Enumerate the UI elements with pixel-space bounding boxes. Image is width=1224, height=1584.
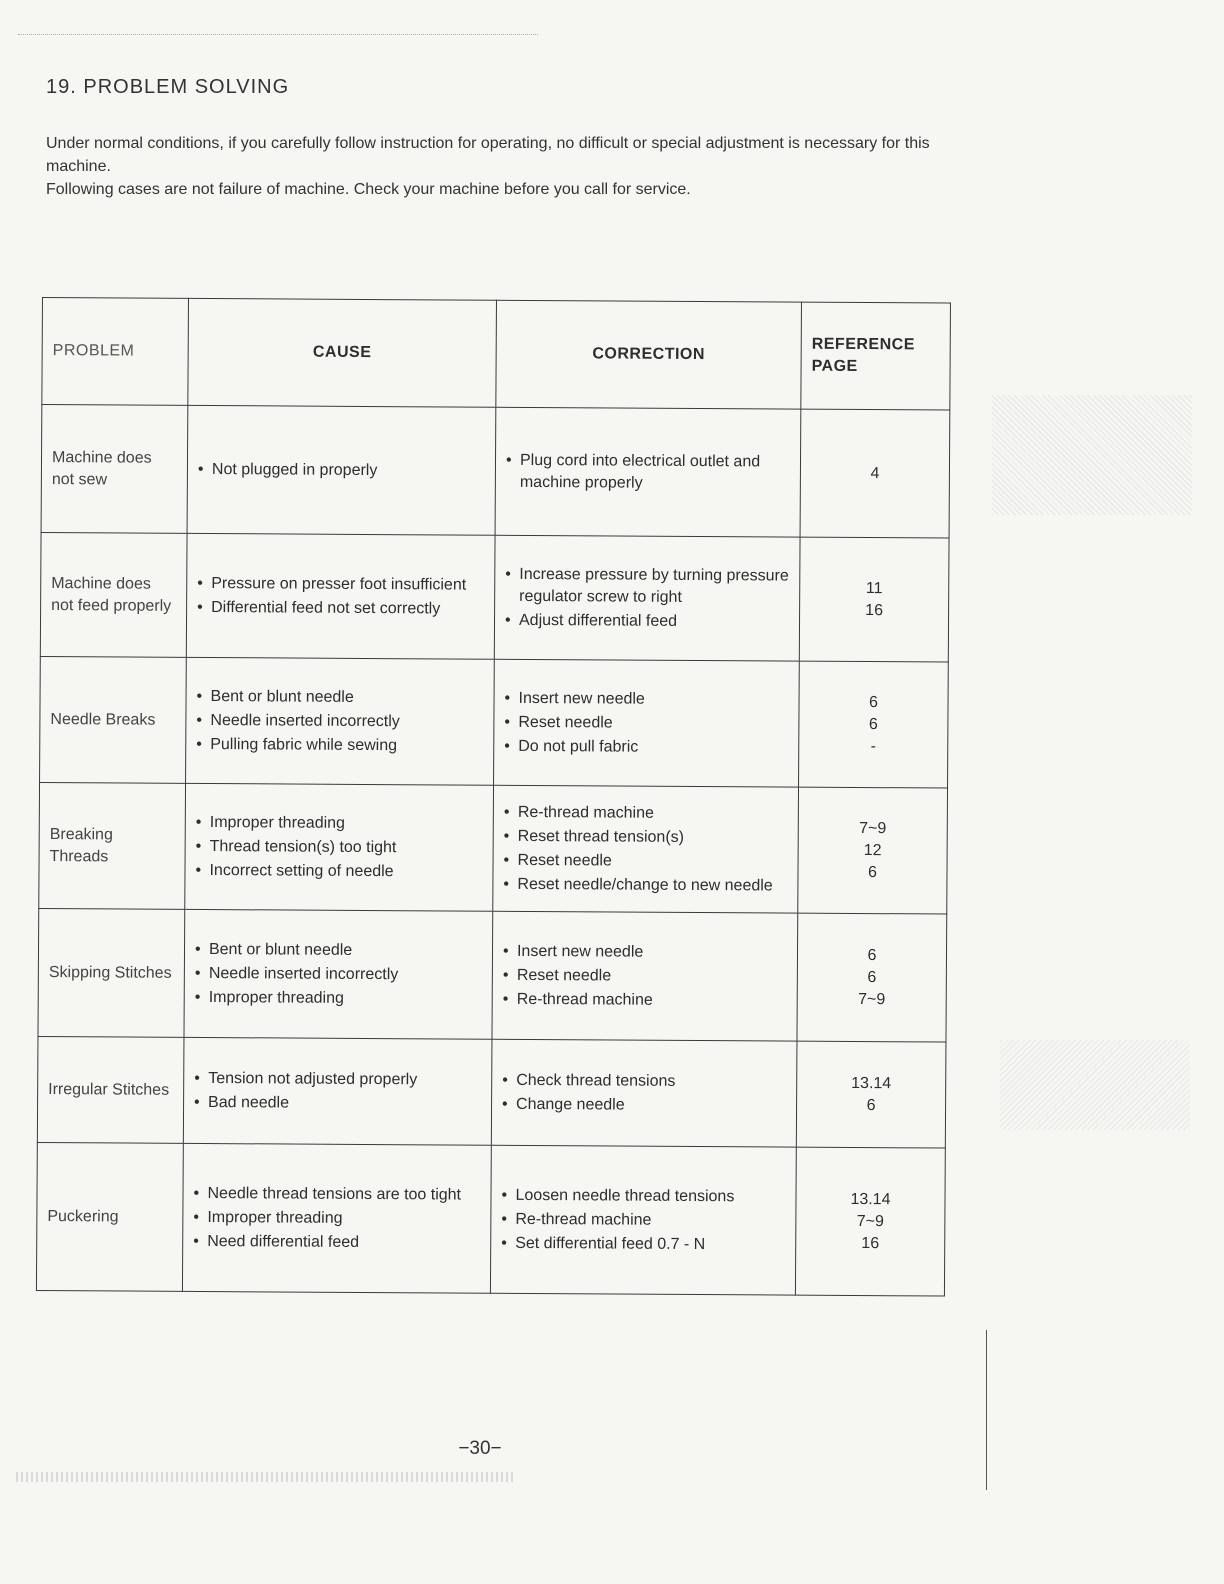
correction-item: • Insert new needle (503, 940, 787, 964)
cause-item: • Not plugged in properly (198, 458, 485, 482)
scan-noise-bottom (16, 1472, 516, 1482)
reference-page: 6 (867, 946, 877, 964)
cause-cell-list (194, 1067, 481, 1115)
correction-item: • Reset needle (503, 964, 787, 988)
correction-item: • Reset needle/change to new needle (503, 873, 787, 897)
correction-cell-list (502, 1069, 786, 1117)
cause-cell-list (198, 458, 485, 482)
cause-item: • Bent or blunt needle (196, 685, 483, 709)
correction-item: • Set differential feed 0.7 - N (501, 1232, 785, 1256)
intro-paragraph: Following cases are not failure of machine. Check your machine before you call for service. (46, 181, 691, 198)
cause-item: • Pressure on presser foot insufficient (197, 572, 484, 596)
reference-page: 6 (868, 715, 878, 733)
correction-item: • Insert new needle (504, 687, 788, 711)
cause-cell (186, 533, 495, 659)
reference-page: 12 (863, 841, 882, 859)
reference-cell (800, 409, 950, 538)
reference-cell (799, 537, 949, 662)
reference-cell (799, 661, 949, 788)
correction-item: • Reset thread tension(s) (504, 825, 788, 849)
reference-page: 7~9 (858, 990, 886, 1008)
reference-page: 6 (866, 1096, 876, 1114)
problem-cell: Irregular Stitches (37, 1036, 184, 1143)
table-header-row (42, 298, 951, 411)
scan-noise-right (992, 395, 1192, 515)
cause-item: • Thread tension(s) too tight (196, 835, 483, 859)
table-row (38, 908, 947, 1042)
section-heading: 19. PROBLEM SOLVING (46, 76, 290, 98)
page-number: −30− (458, 1438, 502, 1459)
cause-item: • Bent or blunt needle (195, 938, 482, 962)
cause-cell-list (195, 938, 482, 1010)
reference-cell (798, 787, 948, 914)
cause-item: • Bad needle (194, 1091, 481, 1115)
intro-text (46, 132, 966, 201)
correction-item: • Increase pressure by turning pressure regulator screw to right (505, 563, 789, 609)
header-reference-page: REFERENCE PAGE (801, 302, 951, 410)
problem-cell: Machine does not feed properly (40, 532, 187, 657)
cause-cell (185, 783, 494, 911)
cause-cell (187, 405, 496, 535)
problem-cell: Puckering (36, 1142, 183, 1291)
reference-cell-list (807, 1072, 935, 1117)
correction-item: • Plug cord into electrical outlet and machine properly (506, 449, 790, 495)
reference-page: 6 (869, 693, 879, 711)
correction-item: • Re-thread machine (501, 1208, 785, 1232)
reference-cell-list (809, 691, 937, 758)
reference-cell (797, 913, 947, 1042)
reference-page: 4 (870, 464, 880, 482)
scan-edge-line (986, 1330, 987, 1490)
correction-cell (490, 1145, 796, 1295)
cause-cell (184, 909, 493, 1039)
problem-cell: Machine does not sew (41, 405, 188, 534)
reference-page: - (870, 737, 876, 755)
cause-item: • Improper threading (193, 1206, 480, 1230)
cause-item: • Needle inserted incorrectly (195, 962, 482, 986)
correction-item: • Reset needle (504, 849, 788, 873)
correction-item: • Re-thread machine (503, 988, 787, 1012)
correction-item: • Change needle (502, 1093, 786, 1117)
problem-cell: Breaking Threads (39, 782, 186, 909)
correction-item: • Loosen needle thread tensions (501, 1184, 785, 1208)
problem-cell: Needle Breaks (40, 656, 187, 783)
reference-page: 7~9 (856, 1212, 884, 1230)
correction-item: • Re-thread machine (504, 801, 788, 825)
table-row (36, 1142, 945, 1296)
reference-page: 7~9 (859, 819, 887, 837)
problem-cell: Skipping Stitches (38, 908, 185, 1037)
table-row (40, 532, 949, 662)
reference-page: 6 (867, 968, 877, 986)
intro-paragraph: Under normal conditions, if you carefully follow instruction for operating, no difficult or special adjustment is necessary for this machine. (46, 135, 930, 175)
correction-item: • Check thread tensions (502, 1069, 786, 1093)
correction-cell (492, 911, 798, 1041)
cause-item: • Needle thread tensions are too tight (193, 1182, 480, 1206)
reference-page: 11 (865, 579, 883, 597)
correction-item: • Adjust differential feed (505, 609, 789, 633)
scan-noise-top (18, 34, 538, 35)
header-cause: CAUSE (188, 298, 497, 407)
cause-item: • Need differential feed (193, 1230, 480, 1254)
table-row (40, 656, 949, 788)
reference-page: 13.14 (851, 1074, 892, 1092)
cause-cell-list (196, 685, 483, 757)
cause-item: • Improper threading (196, 811, 483, 835)
reference-cell-list (808, 817, 936, 884)
cause-cell (182, 1143, 491, 1293)
reference-page: 6 (867, 863, 878, 881)
cause-item: • Needle inserted incorrectly (196, 709, 483, 733)
reference-cell-list (811, 462, 939, 485)
correction-cell-list (503, 940, 787, 1012)
correction-cell (494, 659, 800, 787)
reference-page: 16 (865, 601, 884, 619)
header-correction: CORRECTION (496, 300, 802, 409)
correction-cell-list (504, 687, 788, 759)
correction-item: • Reset needle (504, 711, 788, 735)
cause-item: • Tension not adjusted properly (194, 1067, 481, 1091)
correction-cell (495, 407, 801, 537)
cause-item: • Differential feed not set correctly (197, 596, 484, 620)
reference-cell-list (810, 577, 938, 622)
table-row (41, 405, 950, 539)
table-row (37, 1036, 946, 1148)
cause-cell (186, 657, 495, 785)
problem-solving-table (36, 297, 951, 1297)
correction-cell (491, 1039, 797, 1147)
cause-cell-list (197, 572, 484, 620)
reference-cell-list (806, 1188, 934, 1255)
correction-cell (493, 785, 799, 913)
scan-noise-right-lower (1000, 1040, 1190, 1130)
correction-cell-list (503, 801, 788, 897)
cause-cell-list (195, 811, 482, 883)
cause-item: • Incorrect setting of needle (195, 859, 482, 883)
correction-cell-list (501, 1184, 785, 1256)
correction-cell (494, 535, 800, 661)
correction-item: • Do not pull fabric (504, 735, 788, 759)
table-row (39, 782, 948, 914)
reference-cell (795, 1147, 945, 1296)
reference-page: 13.14 (850, 1190, 891, 1208)
cause-item: • Pulling fabric while sewing (196, 733, 483, 757)
cause-item: • Improper threading (195, 986, 482, 1010)
cause-cell-list (193, 1182, 480, 1254)
reference-cell-list (808, 944, 936, 1011)
correction-cell-list (505, 563, 789, 633)
header-problem: PROBLEM (42, 298, 189, 406)
table-body (36, 405, 949, 1297)
cause-cell (183, 1037, 492, 1145)
correction-cell-list (506, 449, 790, 495)
reference-page: 16 (861, 1234, 880, 1252)
reference-cell (796, 1041, 946, 1148)
